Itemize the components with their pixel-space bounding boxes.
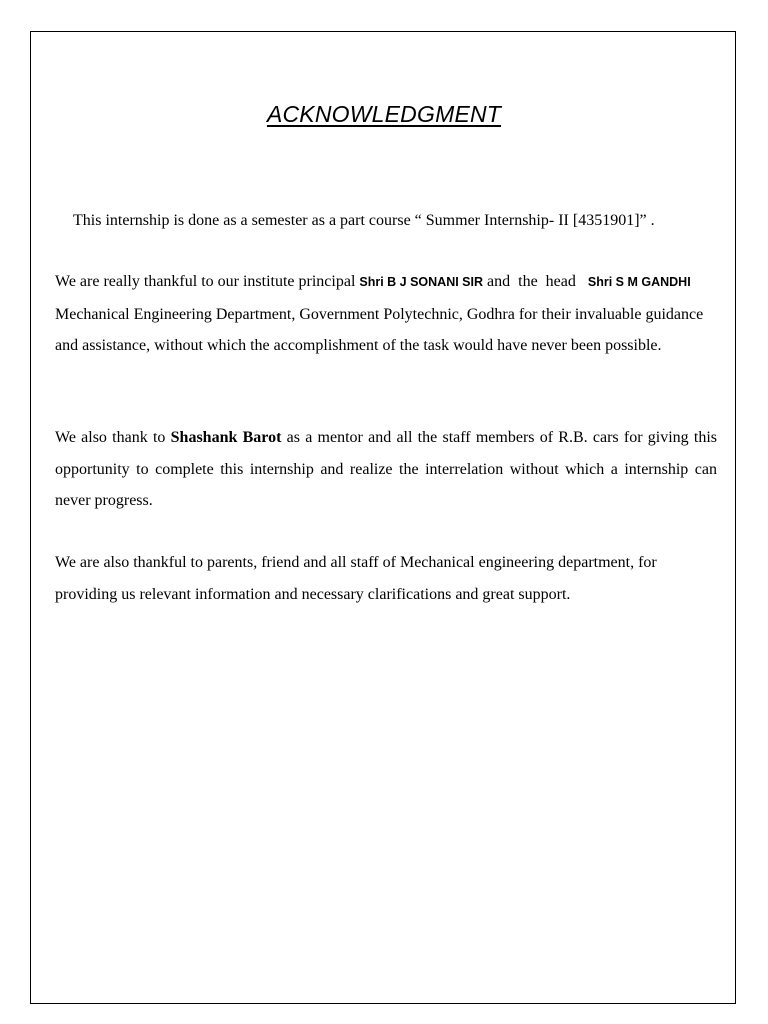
mentor-text-start: We also thank to (55, 429, 171, 446)
principal-paragraph (55, 266, 717, 362)
mentor-paragraph (55, 422, 717, 517)
intro-paragraph: This internship is done as a semester as a part course “ Summer Internship- II [4351901]” . (73, 212, 655, 229)
page-title: ACKNOWLEDGMENT (266, 101, 502, 127)
mentor-text-end: as a mentor and all the staff members of R.B. cars for giving this opportunity to complete this internship and realize the interrelation without which a internship can never progress. (55, 429, 718, 509)
principal-text-middle: and the head (483, 273, 588, 290)
principal-text-end: Mechanical Engineering Department, Government Polytechnic, Godhra for their invaluable guidance and assistance, without which the accomplishment of the task would have never been possible. (55, 305, 704, 354)
parents-paragraph: We are also thankful to parents, friend and all staff of Mechanical engineering department, for providing us relevant information and necessary clarifications and great support. (55, 554, 657, 603)
page-border (30, 31, 736, 1004)
mentor-name: Shashank Barot (170, 429, 282, 446)
principal-name: Shri B J SONANI SIR (359, 275, 484, 289)
principal-text-start: We are really thankful to our institute principal (55, 273, 360, 290)
head-name: Shri S M GANDHI (587, 275, 691, 289)
